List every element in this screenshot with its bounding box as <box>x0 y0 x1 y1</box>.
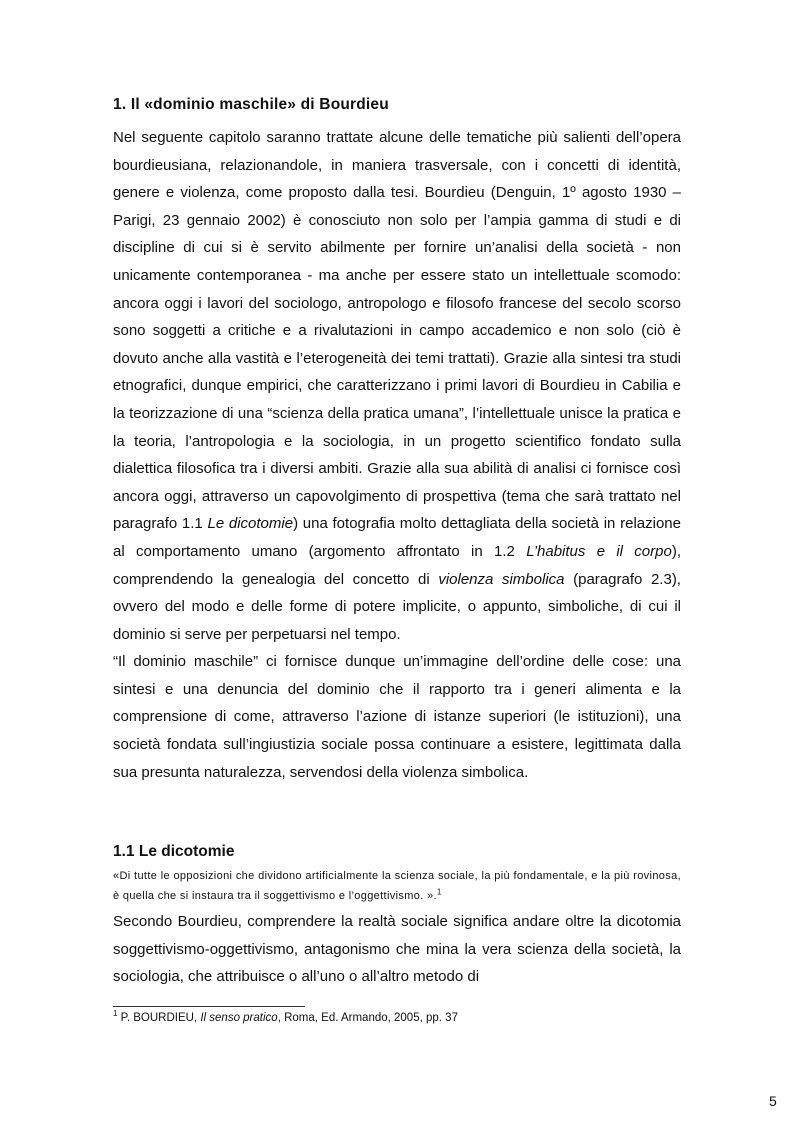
footnote-divider <box>113 1006 305 1007</box>
intro-paragraph <box>113 124 681 786</box>
epigraph-quote <box>113 866 681 906</box>
intro-italic-2: L’habitus e il corpo <box>526 542 672 560</box>
intro-text-2: ) una fotografia molto dettagliata della società in relazione al comportamento umano (argomento affrontato in 1.2 <box>113 515 681 560</box>
page-number: 5 <box>769 1093 777 1109</box>
section-heading: 1.1 Le dicotomie <box>113 843 235 860</box>
intro-text-1: Nel seguente capitolo saranno trattate alcune delle tematiche più salienti dell’opera bourdieusiana, relazionandole, in maniera trasversale, con i concetti di identità, genere e violenza, come proposto dalla tesi. Bourdieu (Denguin, 1º agosto 1930 – Parigi, 23 gennaio 2002) è conosciuto non solo per l’ampia gamma di studi e di discipline di cui si è servito abilmente per fornire un’analisi della società - non unicamente contemporanea - ma anche per essere stato un intellettuale scomodo: ancora oggi i lavori del sociologo, antropologo e filosofo francese del secolo scorso sono soggetti a critiche e a rivalutazioni in campo accademico e non solo (ciò è dovuto anche alla vastità e l’eterogeneità dei temi trattati). Grazie alla sintesi tra studi etnografici, dunque empirici, che caratterizzano i primi lavori di Bourdieu in Cabilia e la teorizzazione di una “scienza della pratica umana”, l’intellettuale unisce la pratica e la teoria, l’antropologia e la sociologia, in un progetto scientifico fondato sulla dialettica filosofica tra i diversi ambiti. Grazie alla sua abilità di analisi ci fornisce così ancora oggi, attraverso un capovolgimento di prospettiva (tema che sarà trattato nel paragrafo 1.1 <box>113 129 681 533</box>
footnote-ref: 1 <box>436 887 442 897</box>
intro-text-3: ), comprendendo la genealogia del concetto di <box>113 542 681 588</box>
footnote-mark: 1 <box>113 1009 118 1019</box>
intro-text-5: “Il dominio maschile” ci fornisce dunque un’immagine dell’ordine delle cose: una sintesi e una denuncia del dominio che il rapporto tra i generi alimenta e la comprensione di come, attraverso l’azione di istanze superiori (le istituzioni), una società fondata sull’ingiustizia sociale possa continuare a esistere, legittimata dalla sua presunta naturalezza, servendosi della violenza simbolica. <box>113 653 681 781</box>
intro-italic-3: violenza simbolica <box>438 570 565 588</box>
quote-text: «Di tutte le opposizioni che dividono artificialmente la scienza sociale, la più fondamentale, e la più rovinosa, è quella che si instaura tra il soggettivismo e l’oggettivismo. ». <box>113 870 681 902</box>
intro-text-4: (paragrafo 2.3), ovvero del modo e delle forme di potere implicite, o appunto, simboliche, di cui il dominio si serve per perpetuarsi nel tempo. <box>113 570 681 643</box>
intro-italic-1: Le dicotomie <box>207 515 294 533</box>
chapter-heading: 1. Il «dominio maschile» di Bourdieu <box>113 96 389 113</box>
footnote-rest: , Roma, Ed. Armando, 2005, pp. 37 <box>277 1012 458 1024</box>
section-paragraph: Secondo Bourdieu, comprendere la realtà sociale significa andare oltre la dicotomia soggettivismo-oggettivismo, antagonismo che mina la vera scienza della società, la sociologia, che attribuisce o all’uno o all’altro metodo di <box>113 913 681 986</box>
footnote-author: P. BOURDIEU, <box>117 1012 201 1024</box>
footnote-title: Il senso pratico <box>200 1012 278 1024</box>
footnote <box>113 1009 458 1024</box>
